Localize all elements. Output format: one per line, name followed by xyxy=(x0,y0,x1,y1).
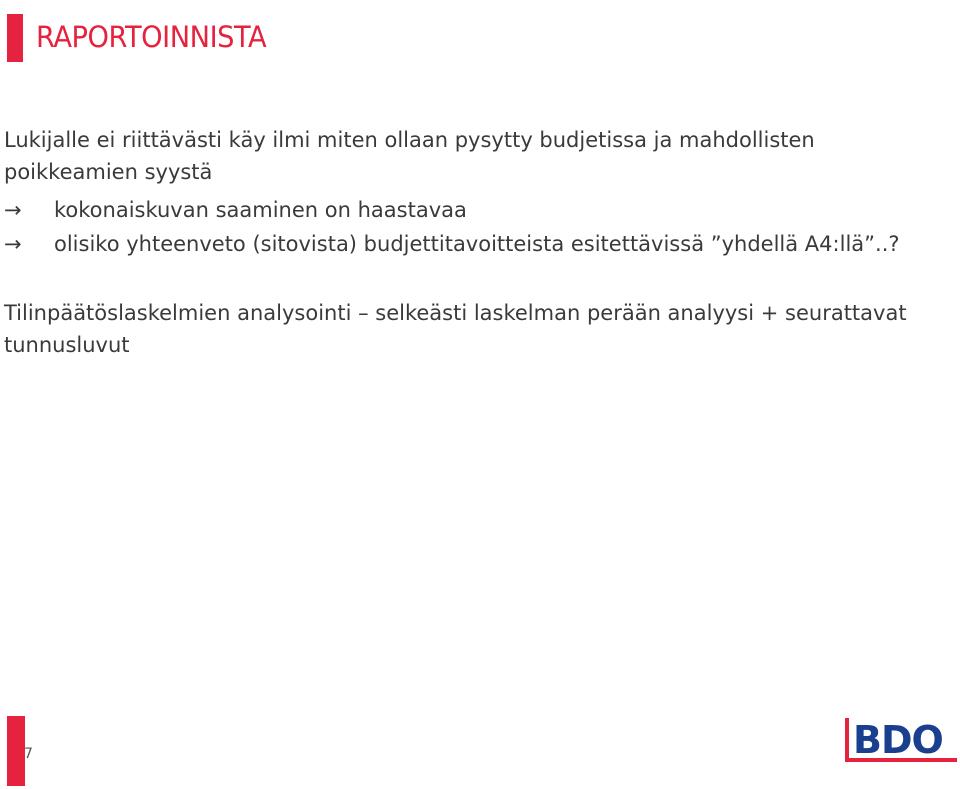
bullet-item xyxy=(4,194,939,226)
bullet-item xyxy=(4,228,939,260)
arrow-right-icon: → xyxy=(4,232,22,256)
intro-text: Lukijalle ei riittävästi käy ilmi miten ollaan pysytty budjetissa ja mahdollisten poikkeamien syystä xyxy=(4,128,815,184)
logo-text: BDO xyxy=(853,718,943,762)
arrow-right-icon: → xyxy=(4,198,22,222)
bullet-text: olisiko yhteenveto (sitovista) budjettitavoitteista esitettävissä ”yhdellä A4:llä”..? xyxy=(54,232,900,256)
bdo-logo xyxy=(843,716,959,764)
slide-body xyxy=(4,124,939,361)
analysis-paragraph: Tilinpäätöslaskelmien analysointi – selkeästi laskelman perään analyysi + seurattavat tunnusluvut xyxy=(4,301,907,357)
page-number: 7 xyxy=(24,746,33,762)
title-accent-bar xyxy=(7,14,23,62)
page-number-accent-bar xyxy=(7,716,25,786)
bullet-text: kokonaiskuvan saaminen on haastavaa xyxy=(54,198,467,222)
slide-title: RAPORTOINNISTA xyxy=(36,20,267,54)
